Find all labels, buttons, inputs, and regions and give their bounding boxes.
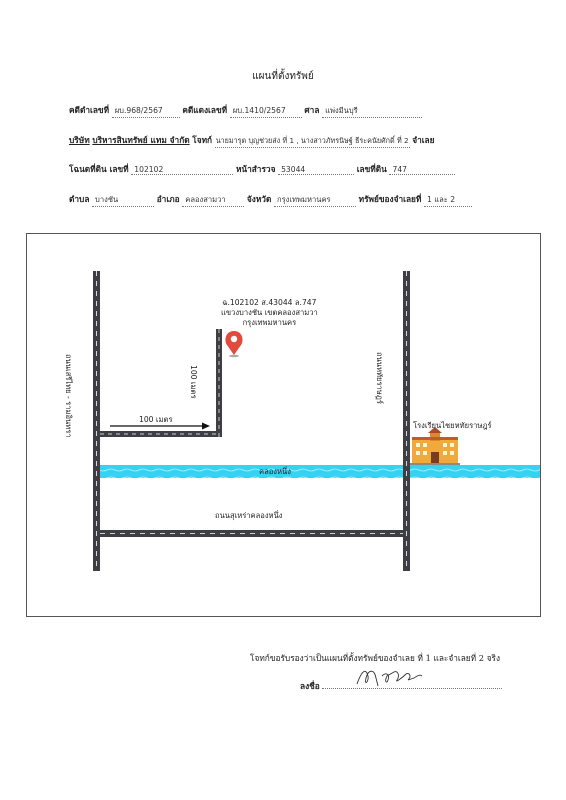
right-road-label: ถนนหทัยราษฎร์ [375,352,384,404]
vertical-distance-label: 100 เมตร [189,365,198,399]
signature-line [300,678,502,693]
land-no-value: 747 [389,165,455,175]
right-road [403,271,410,571]
bottom-road-label: ถนนสุเหร่าคลองหนึ่ง [215,511,283,520]
left-road-label: ถนนเสรีไทย - รามอินทรา [64,354,73,438]
signature-image [354,664,424,690]
red-case-value: ผบ.1410/2567 [230,105,302,118]
survey-label: หน้าสำรวจ [235,164,276,174]
plaintiff-value: นายมารุต บุญช่วยส่ง ที่ 1 , นางสาวภัทรนิษฐ์ ธีระคนัยศักดิ์ ที่ 2 [215,136,410,148]
deed-value: 102102 [131,165,233,175]
court-value: แพ่งมีนบุรี [322,105,422,118]
pin-caption-line1: ฉ.102102 ส.43044 ล.747 [222,298,317,307]
sign-label: ลงชื่อ [300,681,320,691]
plaintiff-label: โจทก์ [192,135,213,145]
case-label: คดีดำเลขที่ [69,105,110,115]
province-value: กรุงเทพมหานคร [274,194,356,207]
soi-vertical [216,329,222,437]
canal-label: คลองหนึ่ง [259,467,291,476]
soi-horizontal [100,431,222,437]
deed-row [69,162,499,176]
canal [94,465,541,478]
pin-caption-line3: กรุงเทพมหานคร [242,318,297,327]
defendant-label: จำเลย [412,135,435,145]
pin-caption [221,298,318,328]
red-case-label: คดีแดงเลขที่ [182,105,228,115]
location-row [69,192,499,207]
bottom-road [100,530,403,537]
district-value: คลองสามวา [182,194,244,207]
certify-text: โจทก์ขอรับรองว่าเป็นแผนที่ตั้งทรัพย์ของจำเลย ที่ 1 และจำเลยที่ 2 จริง [250,653,501,663]
owner-label: ทรัพย์ของจำเลยที่ [358,194,422,204]
province-label: จังหวัด [246,194,272,204]
signature-field [322,678,502,689]
owner-value: 1 และ 2 [424,194,472,207]
court-label: ศาล [304,105,320,115]
horizontal-distance-label: 100 เมตร [139,415,173,424]
deed-label: โฉนดที่ดิน เลขที่ [69,164,129,174]
district-label: อำเภอ [156,194,180,204]
case-value: ผบ.968/2567 [112,105,180,118]
location-map [26,233,541,617]
party-row [69,133,499,148]
left-road [93,271,100,571]
survey-value: 53044 [278,165,354,175]
subdistrict-value: บางชัน [92,194,154,207]
company-label: บริษัท [69,135,90,145]
location-pin-icon [225,331,242,357]
pin-caption-line2: แขวงบางชัน เขตคลองสามวา [221,308,318,317]
subdistrict-label: ตำบล [69,194,90,204]
school-building-icon [410,427,460,465]
case-row [69,103,499,118]
school-label: โรงเรียนไชยหทัยราษฎร์ [413,421,492,430]
land-no-label: เลขที่ดิน [356,164,387,174]
page-title: แผนที่ตั้งทรัพย์ [252,71,314,82]
company-value: บริหารสินทรัพย์ แทม จำกัด [92,135,190,145]
